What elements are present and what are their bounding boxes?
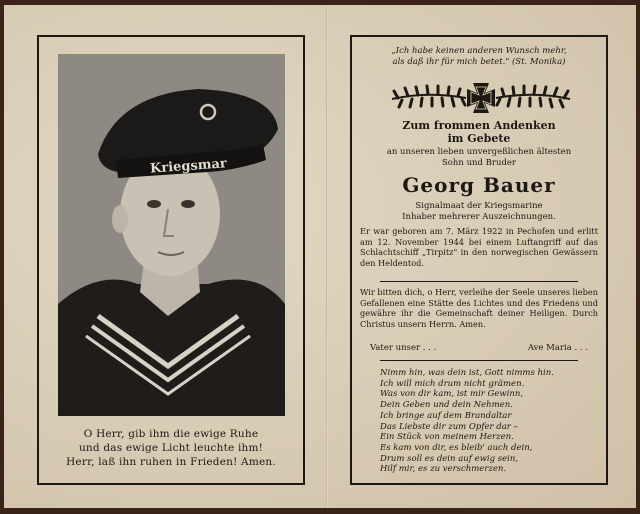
rank-text bbox=[352, 201, 606, 223]
heading-line: im Gebete bbox=[447, 132, 511, 145]
poem-line: Nimm hin, was dein ist, Gott nimms hin. bbox=[380, 368, 554, 378]
poem-line: Das Liebste dir zum Opfer dar – bbox=[380, 421, 518, 432]
dedication-text bbox=[352, 147, 606, 169]
caption-line: Herr, laß ihn ruhen in Frieden! Amen. bbox=[66, 456, 276, 468]
cap-ribbon-text: Kriegsmar bbox=[149, 156, 228, 177]
right-panel-frame bbox=[350, 35, 608, 485]
rank-line: Signalmaat der Kriegsmarine bbox=[415, 201, 543, 211]
biography-text: Er war geboren am 7. März 1922 in Pechofen und erlitt am 12. November 1944 bei einem Luftangriff auf das Schlachtschiff „Tirpitz" in den norwegischen Gewässern den Heldentod. bbox=[360, 226, 598, 268]
memorial-prayer-caption bbox=[39, 427, 303, 469]
quote-line: als daß ihr für mich betet." (St. Monika) bbox=[392, 57, 566, 67]
deceased-name: Georg Bauer bbox=[402, 173, 556, 197]
poem-line: Drum soll es dein auf ewig sein, bbox=[380, 453, 519, 464]
iron-cross-with-laurel-branches-icon bbox=[388, 81, 574, 119]
poem-line: Was von dir kam, ist mir Gewinn, bbox=[380, 389, 524, 400]
vater-unser-text: Vater unser . . . bbox=[370, 343, 437, 353]
dedication-line: an unseren lieben unvergeßlichen ältesten bbox=[386, 147, 572, 157]
prayer-text: Wir bitten dich, o Herr, verleihe der Seele unseres lieben Gefallenen eine Stätte des Lichtes und des Friedens und gewähre ihr die Gemeinschaft deiner Heiligen. Durch Christus unsern Herrn. Amen. bbox=[360, 287, 598, 329]
card-fold bbox=[326, 5, 328, 508]
monika-quote bbox=[362, 46, 596, 68]
caption-line: O Herr, gib ihm die ewige Ruhe bbox=[83, 428, 259, 440]
divider bbox=[380, 360, 578, 361]
poem-line: Dein Geben und dein Nehmen. bbox=[380, 400, 513, 411]
ave-maria-text: Ave Maria . . . bbox=[527, 343, 588, 353]
poem-line: Es kam von dir, es bleib' auch dein, bbox=[380, 442, 533, 453]
caption-line: und das ewige Licht leuchte ihm! bbox=[78, 442, 264, 454]
memorial-card bbox=[4, 5, 636, 508]
heading-line: Zum frommen Andenken bbox=[402, 119, 556, 132]
poem-line: Hilf mir, es zu verschmerzen. bbox=[380, 464, 507, 475]
memorial-heading bbox=[352, 119, 606, 145]
portrait-photo bbox=[58, 54, 285, 416]
poem-line: Ich bringe auf dem Brandaltar bbox=[380, 410, 512, 421]
poem-line: Ein Stück von meinem Herzen. bbox=[380, 432, 514, 443]
poem-line: Ich will mich drum nicht grämen. bbox=[380, 378, 525, 389]
rank-line: Inhaber mehrerer Auszeichnungen. bbox=[402, 212, 556, 222]
poem bbox=[380, 368, 598, 475]
dedication-line: Sohn und Bruder bbox=[441, 158, 516, 168]
left-panel-frame bbox=[37, 35, 305, 485]
prayer-responses bbox=[370, 343, 588, 353]
divider bbox=[380, 281, 578, 282]
quote-line: „Ich habe keinen anderen Wunsch mehr, bbox=[391, 46, 567, 56]
